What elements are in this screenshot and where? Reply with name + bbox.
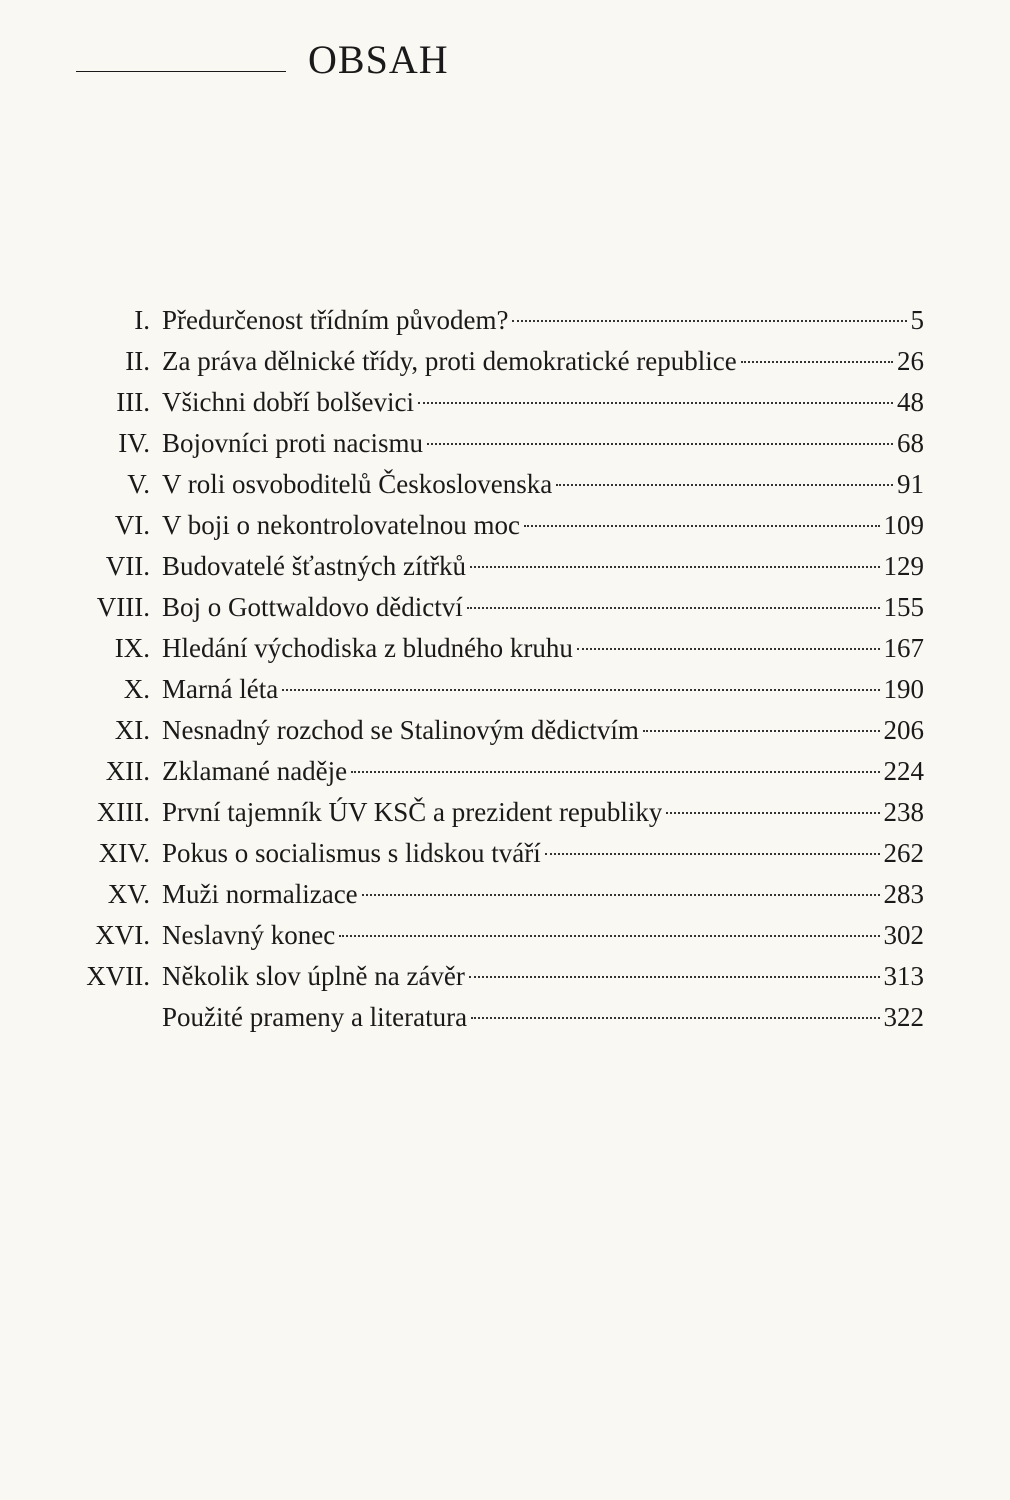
chapter-number: II. bbox=[125, 346, 150, 376]
chapter-title: Budovatelé šťastných zítřků bbox=[162, 551, 466, 581]
page-number: 313 bbox=[883, 961, 924, 991]
chapter-number: XVII. bbox=[86, 961, 150, 991]
toc-entry bbox=[62, 874, 924, 915]
chapter-title: Několik slov úplně na závěr bbox=[162, 961, 465, 991]
page-number: 68 bbox=[897, 428, 924, 458]
chapter-number: XV. bbox=[107, 879, 150, 909]
dot-leader bbox=[471, 1017, 879, 1019]
toc-entry bbox=[62, 464, 924, 505]
page-number: 190 bbox=[883, 674, 924, 704]
chapter-number: V. bbox=[127, 469, 150, 499]
header-rule bbox=[76, 71, 286, 72]
chapter-title: Neslavný konec bbox=[162, 920, 336, 950]
chapter-number: XIII. bbox=[96, 797, 150, 827]
chapter-number: XVI. bbox=[95, 920, 150, 950]
chapter-number: I. bbox=[134, 305, 150, 335]
toc-entry bbox=[62, 956, 924, 997]
page-number: 283 bbox=[883, 879, 924, 909]
dot-leader bbox=[362, 894, 880, 896]
toc-entry bbox=[62, 300, 924, 341]
page-number: 91 bbox=[897, 469, 924, 499]
page-number: 109 bbox=[883, 510, 924, 540]
page-number: 167 bbox=[883, 633, 924, 663]
dot-leader bbox=[577, 648, 880, 650]
dot-leader bbox=[351, 771, 879, 773]
toc-entry bbox=[62, 751, 924, 792]
page-number: 129 bbox=[883, 551, 924, 581]
dot-leader bbox=[470, 566, 880, 568]
dot-leader bbox=[666, 812, 879, 814]
page-number: 5 bbox=[910, 305, 924, 335]
chapter-title: Všichni dobří bolševici bbox=[162, 387, 414, 417]
chapter-title: V roli osvoboditelů Československa bbox=[162, 469, 553, 499]
page-number: 302 bbox=[883, 920, 924, 950]
chapter-number: IV. bbox=[118, 428, 150, 458]
dot-leader bbox=[467, 607, 880, 609]
toc-entry bbox=[62, 628, 924, 669]
table-of-contents bbox=[62, 300, 924, 1038]
chapter-title: Hledání východiska z bludného kruhu bbox=[162, 633, 573, 663]
toc-entry bbox=[62, 915, 924, 956]
page-number: 322 bbox=[883, 1002, 924, 1032]
page-header bbox=[76, 37, 449, 82]
chapter-title: Boj o Gottwaldovo dědictví bbox=[162, 592, 463, 622]
page-number: 206 bbox=[883, 715, 924, 745]
chapter-title: Pokus o socialismus s lidskou tváří bbox=[162, 838, 541, 868]
dot-leader bbox=[339, 935, 879, 937]
toc-entry bbox=[62, 382, 924, 423]
toc-entry bbox=[62, 587, 924, 628]
page-number: 155 bbox=[883, 592, 924, 622]
chapter-number: VII. bbox=[105, 551, 150, 581]
chapter-number: VIII. bbox=[96, 592, 150, 622]
chapter-number: XII. bbox=[105, 756, 150, 786]
chapter-title: Předurčenost třídním původem? bbox=[162, 305, 509, 335]
dot-leader bbox=[741, 361, 893, 363]
chapter-title: Zklamané naděje bbox=[162, 756, 348, 786]
chapter-title: Muži normalizace bbox=[162, 879, 358, 909]
page-number: 262 bbox=[883, 838, 924, 868]
dot-leader bbox=[643, 730, 880, 732]
dot-leader bbox=[545, 853, 880, 855]
chapter-title: Bojovníci proti nacismu bbox=[162, 428, 423, 458]
toc-entry bbox=[62, 423, 924, 464]
dot-leader bbox=[282, 689, 879, 691]
page-number: 26 bbox=[897, 346, 924, 376]
chapter-title: V boji o nekontrolovatelnou moc bbox=[162, 510, 520, 540]
dot-leader bbox=[512, 320, 906, 322]
page-title: OBSAH bbox=[308, 37, 449, 82]
chapter-number: X. bbox=[123, 674, 150, 704]
dot-leader bbox=[469, 976, 880, 978]
dot-leader bbox=[556, 484, 893, 486]
toc-entry bbox=[62, 341, 924, 382]
page-number: 48 bbox=[897, 387, 924, 417]
chapter-number: XIV. bbox=[98, 838, 150, 868]
dot-leader bbox=[418, 402, 893, 404]
chapter-title: Marná léta bbox=[162, 674, 279, 704]
toc-entry bbox=[62, 710, 924, 751]
toc-entry bbox=[62, 833, 924, 874]
chapter-number: XI. bbox=[114, 715, 150, 745]
page-number: 238 bbox=[883, 797, 924, 827]
chapter-title: První tajemník ÚV KSČ a prezident republiky bbox=[162, 797, 663, 827]
toc-entry bbox=[62, 505, 924, 546]
chapter-title: Nesnadný rozchod se Stalinovým dědictvím bbox=[162, 715, 639, 745]
dot-leader bbox=[427, 443, 893, 445]
toc-entry bbox=[62, 792, 924, 833]
toc-entry bbox=[62, 546, 924, 587]
toc-entry bbox=[62, 669, 924, 710]
dot-leader bbox=[524, 525, 880, 527]
chapter-number: IX. bbox=[114, 633, 150, 663]
chapter-title: Za práva dělnické třídy, proti demokratické republice bbox=[162, 346, 737, 376]
chapter-number: VI. bbox=[114, 510, 150, 540]
chapter-title: Použité prameny a literatura bbox=[162, 1002, 468, 1032]
toc-entry bbox=[62, 997, 924, 1038]
chapter-number: III. bbox=[116, 387, 150, 417]
page-number: 224 bbox=[883, 756, 924, 786]
